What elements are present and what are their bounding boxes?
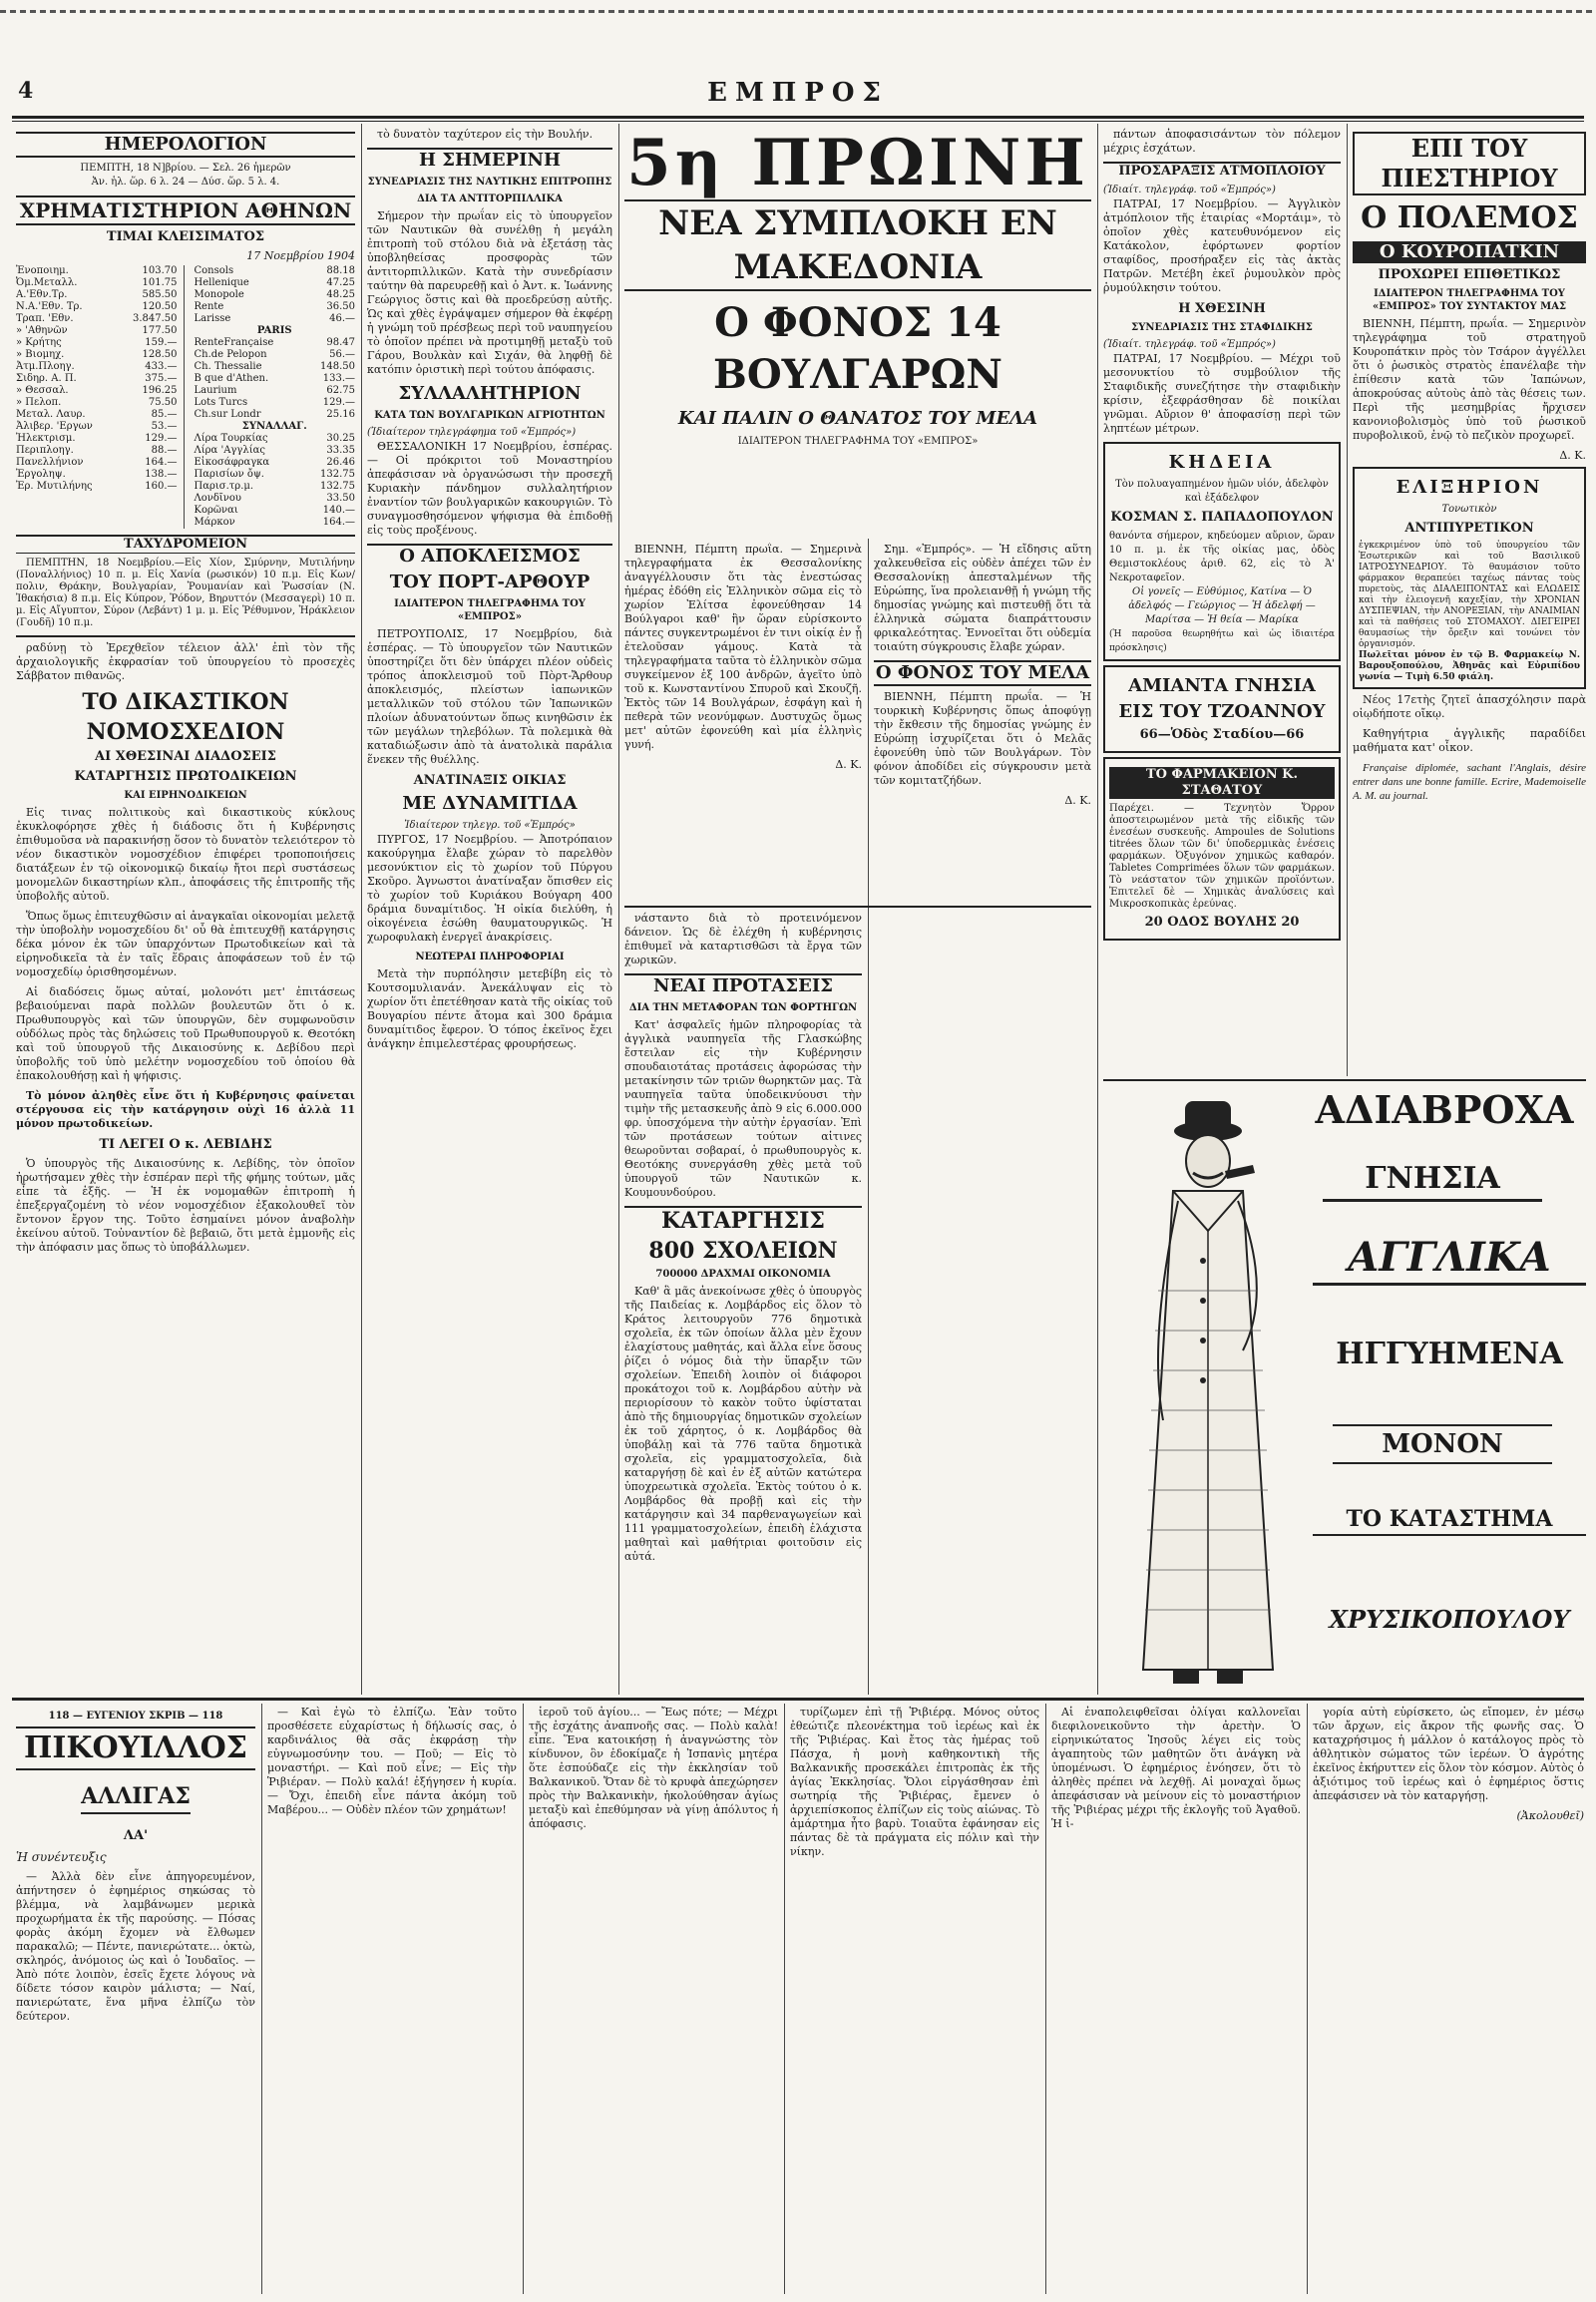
- column-divider: [1045, 1704, 1046, 2294]
- blockade-subheadline: ΤΟΥ ΠΟΡΤ-ΑΡΘΟΥΡ: [389, 572, 591, 592]
- raisin-credit: (Ἰδιαίτ. τηλεγράφ. τοῦ «Ἐμπρός»): [1103, 339, 1276, 350]
- foreign-price-row: [195, 277, 356, 289]
- foreign-price-row: [195, 433, 356, 445]
- exchange-title: ΧΡΗΜΑΤΙΣΤΗΡΙΟΝ ΑΘΗΝΩΝ: [16, 195, 355, 225]
- war-signature: Δ. Κ.: [1559, 449, 1586, 462]
- foreign-price-label: Λίρα 'Αγγλίας: [194, 445, 265, 456]
- mela-signature: Δ. Κ.: [1064, 794, 1091, 807]
- war-headline-1: ΕΠΙ ΤΟΥ ΠΙΕΣΤΗΡΙΟΥ: [1353, 132, 1586, 195]
- lead-headline-3: ΚΑΙ ΠΑΛΙΝ Ο ΘΑΝΑΤΟΣ ΤΟΥ ΜΕΛΑ: [677, 408, 1038, 429]
- raisin-text: ΠΑΤΡΑΙ, 17 Νοεμβρίου. — Μέχρι τοῦ μεσονυκτίου τὸ συμβούλιον τῆς Σταφιδικῆς συνεζήτησε τὴν σταφιδικὴν κρίσιν, ἐξεφράσθησαν δὲ ποικίλαι γνῶμαι. Αὔριον θ' ἀποφασίσῃ περὶ τῶν ληπτέων μέτρων.: [1103, 352, 1341, 435]
- page-number: 4: [18, 78, 34, 104]
- athens-price-value: 75.50: [148, 397, 178, 408]
- foreign-price-value: 47.25: [326, 277, 355, 288]
- athens-price-value: 120.50: [142, 301, 178, 312]
- athens-price-value: 196.25: [142, 385, 178, 396]
- classified-ad: Καθηγήτρια ἀγγλικῆς παραδίδει μαθήματα κατ' οἶκον.: [1353, 727, 1586, 754]
- athens-price-row: [16, 301, 178, 313]
- column-divider: [618, 124, 619, 1695]
- rally-headline: ΣΥΛΛΑΛΗΤΗΡΙΟΝ: [398, 383, 582, 404]
- column-divider: [261, 1704, 262, 2294]
- explosion-credit: Ἰδιαίτερον τηλεγρ. τοῦ «Ἐμπρός»: [404, 820, 576, 831]
- schools-headline-3: 700000 ΔΡΑΧΜΑΙ ΟΙΚΟΝΟΜΙΑ: [655, 1269, 831, 1280]
- foreign-price-row: [195, 493, 356, 505]
- recent-text: Μετὰ τὴν πυρπόλησιν μετεβίβη εἰς τὸ Κουτσομυλιανάν. Ἀνεκάλυψαν εἰς τὸ χωρίον ὅτι ἐπετέθησαν κατὰ τῆς οἰκίας τοῦ Βουγαρίου πέντε ἄτομα καὶ 300 δράμια δυναμίτιδος ἔφερον. Ὁ τόπος ἐκεῖνος ἔχει ἀνάγκην ἐπιμελεστέρας φρουρήσεως.: [367, 967, 612, 1050]
- blockade-text: ΠΕΤΡΟΥΠΟΛΙΣ, 17 Νοεμβρίου, διὰ ἑσπέρας. — Τὸ ὑπουργεῖον τῶν Ναυτικῶν ὑποστηρίζει ὅτι δὲν ὑπάρχει πλέον οὐδεὶς τρόπος ἀποκλεισμοῦ τοῦ Πὸρτ-Ἄρθουρ ἀποκλεισμός, πλείστων ἰαπωνικῶν μεταλλικῶν τοῦ στόλου τῶν Ἰαπωνικῶν πλοίων ἀδυνατούντων ὅπως κινηθῶσιν ἐκ τῶν μεγάλων τηλεβόλων. Τὰ πολεμικὰ θὰ καταδιώξωσιν ἀπὸ τὰ ἀνατολικὰ παράλια ἕνεκεν τῆς θυέλλης.: [367, 627, 612, 766]
- foreign-price-row: [195, 337, 356, 349]
- athens-price-label: Α.'Εθν.Τρ.: [16, 289, 68, 300]
- feuilleton-text: γορία αὐτὴ εὑρίσκετο, ὡς εἴπομεν, ἐν μέσῳ τῶν ἄρχων, εἰς ἄκρον τῆς φωνῆς σας. Ὁ καταχρήσιμος ἡ μάλλον ὁ κατάλογος πρὸς τὸ ἀθλητικὸν σώματος τῶν ἱερέων. Ὁ ἀγρότης ἐκεῖνος ἐκήρυττεν εἰς ὅλον τὸν κόσμον. Αὐτὸς ὁ ἀξιότιμος τοῦ ἱερέως καὶ ὁ ἐφημέριος ὅστις ἀπεφάσισεν νὰ τὸν καταργήσῃ.: [1313, 1706, 1584, 1802]
- schools-text: Καθ' ἃ μᾶς ἀνεκοίνωσε χθὲς ὁ ὑπουργὸς τῆς Παιδείας κ. Λομβάρδος εἰς ὅλον τὸ Κράτος λειτουργοῦν 776 δημοτικὰ σχολεῖα, ἐκ τῶν ὁποίων ἄλλα μὲν ἔχουν ἐλαχίστους μαθητάς, καὶ ἄλλα εἶνε ὅσους ῥίζει ὁ νόμος διὰ τὴν ὕπαρξιν τῶν σχολείων. Ἐπειδὴ λοιπὸν οἱ διάφοροι προκάτοχοι τοῦ κ. Λομβάρδου αὐτὴν νὰ περιορίσουν τὸ κακὸν τοῦτο ὑφίσταται ἀπὸ τῆς δημιουργίας δημοτικῶν σχολείων ἐκ τοῦ χάρητος, ὁ κ. Λομβάρδος θὰ ὑποβάλῃ καὶ τὰ 776 ταῦτα δημοτικὰ σχολεῖα, εἰς γραμματοσχολεῖα, διὰ καταργήσῃ δὲ καὶ ἐν ἐξ αὐτῶν κατώτερα ὑποχρεωτικὰ σχολεῖα. Ἐκτὸς τούτου ὁ κ. Λομβάρδος θὰ προβῇ καὶ εἰς τὴν κατάργησιν καὶ 34 παρθεναγωγείων καὶ 111 γραμματοσχολείων, ἐπειδὴ ἐλάχιστα μαθηταὶ καὶ μαθήτριαι φοιτοῦσιν εἰς αὐτά.: [624, 1285, 862, 1563]
- foreign-price-label: Rente: [194, 301, 224, 312]
- foreign-price-label: PARIS: [256, 325, 292, 336]
- foreign-price-value: 132.75: [320, 481, 355, 492]
- foreign-price-row: [195, 445, 356, 457]
- elixir-ad-name: ΑΝΤΙΠΥΡΕΤΙΚΟΝ: [1404, 521, 1534, 536]
- foreign-price-label: Παρισ.τρ.μ.: [194, 481, 254, 492]
- athens-price-label: Ἀτμ.Πλοηγ.: [16, 361, 75, 372]
- recent-headline: ΝΕΩΤΕΡΑΙ ΠΛΗΡΟΦΟΡΙΑΙ: [415, 952, 565, 962]
- funeral-family: Οἱ γονεῖς — Εὐθύμιος, Κατίνα — Ὁ ἀδελφός — Γεώργιος — Ἡ ἀδελφή — Μαρίτσα — Ἡ θεία — Μαρίκα: [1128, 586, 1316, 625]
- feuilleton-column-4: [790, 1706, 1039, 2292]
- foreign-price-value: 88.18: [326, 265, 355, 276]
- rally-credit: (Ἰδιαίτερον τηλεγράφημα τοῦ «Ἐμπρός»): [367, 427, 577, 438]
- foreign-price-row: [195, 505, 356, 517]
- war-text: ΒΙΕΝΝΗ, Πέμπτη, πρωΐα. — Σημερινὸν τηλεγράφημα τοῦ στρατηγοῦ Κουροπάτκιν πρὸς τὸν Τσάρον ἀγγέλλει ὅτι ὁ ῥωσικὸς στρατὸς ἐπανέλαβε τὴν ἐπίθεσιν κατὰ τῶν Ἰαπώνων, ἀποκρούσας αὐτοὺς ἀπὸ τὰς θέσεις των. Περὶ τῆς μεσημβρίας ἤρχισεν κανονιοβολισμὸς ὑπὸ τοῦ ῥωσικοῦ πυροβολικοῦ, ἐνῷ τὸ πεζικὸν προχωρεῖ.: [1353, 317, 1586, 442]
- athens-price-label: » 'Αθηνῶν: [16, 325, 68, 336]
- athens-price-label: » Πελοπ.: [16, 397, 62, 408]
- foreign-price-label: RenteFrançaise: [194, 337, 274, 348]
- top-edge-rule: [0, 10, 1596, 13]
- raincoat-ad: [1103, 1085, 1586, 1694]
- feuilleton-chapter: ΛΑ': [123, 1828, 149, 1843]
- athens-price-value: 128.50: [142, 349, 178, 360]
- elixir-ad-note: Πωλεῖται μόνον ἐν τῷ Β. Φαρμακείῳ Ν. Βαρουξοπούλου, Ἀθηνᾶς καὶ Εὐριπίδου γωνία — Τιμὴ 6.50 φιάλη.: [1359, 650, 1580, 682]
- bill-paragraph: Αἱ διαδόσεις ὅμως αὐταί, μολονότι μετ' ἐπιτάσεως βεβαιούμεναι παρὰ πολλῶν βουλευτῶν ὅτι ὁ κ. Πρωθυπουργὸς καὶ τῶν ὑπουργῶν, δὲν συμφωνοῦσιν οὐδόλως πρὸς τὰς δηλώσεις τοῦ Πρωθυπουργοῦ κ. Θεοτόκη καὶ τοῦ ὑπουργοῦ τῆς Δικαιοσύνης κ. Δεβίδου περὶ ὑποβολῆς τοῦ ὑπὸ μελέτην νομοσχεδίου τοῦ ὁποίου θὰ ἐπακολουθήσῃ καὶ ἡ ψήφισις.: [16, 985, 355, 1082]
- raincoat-ad-title: ΑΔΙΑΒΡΟΧΑ: [1315, 1087, 1574, 1132]
- ad-block-rule: [1103, 1079, 1586, 1081]
- funeral-headline: ΚΗΔΕΙΑ: [1168, 452, 1276, 473]
- foreign-price-row: [195, 517, 356, 529]
- bill-paragraph: Εἰς τινας πολιτικοὺς καὶ δικαστικοὺς κύκλους ἐκυκλοφόρησε χθὲς ἡ διάδοσις ὅτι ἡ Κυβέρνησις ἐπιθυμοῦσα νὰ παρακινήσῃ ὅσον τὸ δυνατὸν τελειότερον τὸ νέον δικαστικὸν νομοσχέδιον ἐπιφέρει τροποποιήσεις διατάξεων ἐν τῷ οἰκονομικῷ δικαίῳ ἤτοι περὶ συστάσεως μονομελῶν δικαστηρίων κλπ., ἀποφάσεις τῆς ἐπιτροπῆς τῆς ὑποβολῆς αὐτοῦ.: [16, 806, 355, 903]
- funeral-note: (Ἡ παροῦσα θεωρηθήτω καὶ ὡς ἰδιαιτέρα πρόσκλησις): [1109, 629, 1335, 653]
- column-divider: [523, 1704, 524, 2294]
- masthead-rule-thin: [12, 121, 1584, 122]
- feuilleton-subtitle-text: ΑΛΛΙΓΑΣ: [81, 1780, 191, 1814]
- athens-price-row: [16, 421, 178, 433]
- rally-text: ΘΕΣΣΑΛΟΝΙΚΗ 17 Νοεμβρίου, ἑσπέρας. — Οἱ πρόκριτοι τοῦ Μοναστηρίου ἀπεφάσισαν νὰ ὀργανώσωσι τὴν προσεχῆ Κυριακὴν πάνδημον συλλαλητήριον ἐναντίον τῶν βουλγαρικῶν κακουργιῶν. Τὸ συναγμοσθησόμενον ψήφισμα θὰ ἐπιδοθῇ εἰς τοὺς προξένους.: [367, 440, 612, 537]
- asbestos-ad-line-2: ΕΙΣ ΤΟΥ ΤΖΟΑΝΝΟΥ: [1118, 701, 1326, 722]
- athens-price-value: 160.—: [145, 481, 178, 492]
- price-list-athens: [16, 265, 185, 529]
- post-text: ΠΕΜΠΤΗΝ, 18 Νοεμβρίου.—Εἰς Χίον, Σμύρνην, Μυτιλήνην (Ποναλλήνιος) 10 π. μ. Εἰς Χανία (ρωσικόν) 10 π.μ. Εἰς Κων/πολιν, Θράκην, Βουλγαρίαν, Ῥουμανίαν καὶ Ῥωσσίαν (Ν. Ἰθακήσια) 8 π.μ. Εἰς Κύπρον, Ῥόδον, Βηρυττόν (Μεσσαγερὶ) 10 π. μ. Εἰς Αἴγυπτον, Σύρον (Λεβάντ) 1 μ. μ. Εἰς Ῥέθυμνον, Ἡράκλειον (Γουδῆ) 10 π.μ.: [16, 558, 355, 628]
- lead-headline-2: Ο ΦΟΝΟΣ 14 ΒΟΥΛΓΑΡΩΝ: [713, 299, 1002, 398]
- foreign-price-value: 56.—: [329, 349, 355, 360]
- column-4: [1103, 128, 1341, 1075]
- foreign-price-label: Laurium: [194, 385, 237, 396]
- elixir-ad-headline: ΕΛΙΞΗΡΙΟΝ: [1396, 477, 1543, 498]
- athens-price-row: [16, 277, 178, 289]
- foreign-price-label: Παρισίων ὄψ.: [194, 469, 264, 480]
- feuilleton-section: Ἡ συνέντευξις: [16, 1850, 107, 1864]
- bill-paragraph: Ὅπως ὅμως ἐπιτευχθῶσιν αἱ ἀναγκαῖαι οἰκονομίαι μελετᾷ τὴν ὑποβολὴν νομοσχεδίου δι' οὗ θὰ ἐπιτευχθῇ κατάργησις δέκα μόνον ἐκ τῶν ὑπαρχόντων Πρωτοδικείων καὶ τὰ εἰρηνοδικεῖα τὰ ἐν ταῖς ἕδραις ἀποφάσεων τοῦ ἐν τῷ νομοσχεδίῳ ὀρισθησομένων.: [16, 910, 355, 978]
- feuilleton-text: — Καὶ ἐγὼ τὸ ἐλπίζω. Ἐὰν τοῦτο προσθέσετε εὐχαρίστως ἡ δήλωσίς σας, ὁ καρδινάλιος θὰ σᾶς ἐκφράσῃ τὴν εὐγνωμοσύνην του. — Ποῦ; — Εἰς τὸ μοναστήρι. — Καὶ ποῦ εἶνε; — Εἰς τὴν Ῥιβιέραν. — Πολὺ καλά! ἐξήγησεν ἡ κυρία. — Ὄχι, ἐπειδὴ εἶνε πάντα ἀκόμη τοῦ Μαβέρου... — Οὐδὲν πλέον τῶν χρημάτων!: [267, 1706, 517, 1816]
- feuilleton-continued: (Ἀκολουθεῖ): [1516, 1809, 1584, 1822]
- athens-price-label: Σιδηρ. Α. Π.: [16, 373, 77, 384]
- athens-price-row: [16, 373, 178, 385]
- raincoat-ad-line-4: ΜΟΝΟΝ: [1333, 1424, 1552, 1464]
- foreign-price-label: Κορῶναι: [194, 505, 238, 516]
- foreign-price-label: Larisse: [194, 313, 231, 324]
- explosion-text: ΠΥΡΓΟΣ, 17 Νοεμβρίου. — Ἀποτρόπαιον κακούργημα ἔλαβε χώραν τὸ παρελθὸν μεσονύκτιον εἰς τὸ χωρίον τοῦ Πύργου Σκοῦρο. Ἀγνωστοι ἀνατίναξαν ὅπισθεν εἰς τὸ χωρίον τοῦ Κυριάκου Βούγαρη 400 δράμια δυναμίτιδος. Ἡ οἰκία διελύθη, ἡ οἰκογένεια ἐσώθη θαυματουργικῶς. Ἡ χωροφυλακὴ ἐνεργεῖ ἀνακρίσεις.: [367, 833, 612, 944]
- column-divider: [868, 539, 869, 1695]
- rally-subheadline: ΚΑΤΑ ΤΩΝ ΒΟΥΛΓΑΡΙΚΩΝ ΑΓΡΙΟΤΗΤΩΝ: [374, 410, 605, 421]
- bill-headline-1: ΤΟ ΔΙΚΑΣΤΙΚΟΝ: [82, 689, 289, 715]
- bill-paragraph: Τὸ μόνον ἀληθὲς εἶνε ὅτι ἡ Κυβέρνησις φαίνεται στέργουσα εἰς τὴν κατάργησιν οὐχὶ 16 ἀλλὰ 11 μόνον πρωτοδικείων.: [16, 1089, 355, 1130]
- bill-headline-4: ΚΑΤΑΡΓΗΣΙΣ ΠΡΩΤΟΔΙΚΕΙΩΝ: [74, 769, 297, 784]
- foreign-price-value: 48.25: [326, 289, 355, 300]
- foreign-price-label: Λονδῖνου: [194, 493, 241, 504]
- foreign-price-row: [195, 481, 356, 493]
- feuilleton-title: ΠΙΚΟΥΙΛΛΟΣ: [16, 1726, 255, 1770]
- foreign-price-value: 140.—: [322, 505, 355, 516]
- foreign-price-value: 129.—: [322, 397, 355, 408]
- ship-headline: ΠΡΟΣΑΡΑΞΙΣ ΑΤΜΟΠΛΟΙΟΥ: [1103, 162, 1341, 180]
- raincoat-ad-line-5: ΤΟ ΚΑΤΑΣΤΗΜΑ: [1313, 1504, 1586, 1536]
- athens-price-row: [16, 349, 178, 361]
- calendar-line: ΠΕΜΠΤΗ, 18 Ν]βρίου. — Σελ. 26 ἡμερῶν: [80, 163, 291, 174]
- column-divider: [784, 1704, 785, 2294]
- athens-price-row: [16, 481, 178, 493]
- price-table: [16, 265, 355, 529]
- classified-ad: Νέος 17ετὴς ζητεῖ ἀπασχόλησιν παρὰ οἱῳδήποτε οἴκῳ.: [1353, 693, 1586, 720]
- athens-price-label: Μεταλ. Λαυρ.: [16, 409, 86, 420]
- exchange-date: 17 Νοεμβρίου 1904: [246, 249, 355, 262]
- athens-price-row: [16, 313, 178, 325]
- athens-price-label: » Βιομηχ.: [16, 349, 65, 360]
- asbestos-ad-line-1: ΑΜΙΑΝΤΑ ΓΝΗΣΙΑ: [1128, 675, 1316, 696]
- athens-price-row: [16, 385, 178, 397]
- foreign-price-row: [195, 325, 356, 337]
- funeral-name: ΚΟΣΜΑΝ Σ. ΠΑΠΑΔΟΠΟΥΛΟΝ: [1110, 510, 1334, 525]
- foreign-price-row: [195, 397, 356, 409]
- foreign-price-row: [195, 289, 356, 301]
- foreign-price-value: 26.46: [326, 457, 355, 468]
- pharmacy-ad: [1103, 757, 1341, 941]
- athens-price-label: Ἀλιβερ. 'Εργων: [16, 421, 93, 432]
- athens-price-label: Πανελλήνιον: [16, 457, 84, 468]
- athens-price-value: 433.—: [145, 361, 178, 372]
- athens-price-value: 88.—: [151, 445, 178, 456]
- ship-text: ΠΑΤΡΑΙ, 17 Νοεμβρίου. — Ἀγγλικὸν ἀτμόπλοιον τῆς ἑταιρίας «Μορτάιμ», τὸ ὁποῖον χθὲς κατευθυνόμενον εἰς Κατάκολον, ἐφόρτωνεν φορτίον σταφίδος, προσήραξεν εἰς τὰς ἀκτὰς Πατρῶν. Μετέβη ἐκεῖ ῥυμουλκὸν πρὸς ῥυμούλκησιν τούτου.: [1103, 197, 1341, 294]
- athens-price-label: Ἠλεκτρισμ.: [16, 433, 76, 444]
- feuilleton-column-3: [529, 1706, 778, 2292]
- schools-headline-1: ΚΑΤΑΡΓΗΣΙΣ: [624, 1206, 862, 1234]
- center-right-text: [874, 543, 1091, 902]
- athens-price-row: [16, 361, 178, 373]
- foreign-price-row: [195, 457, 356, 469]
- foreign-price-label: Μάρκον: [194, 517, 235, 528]
- post-title: ΤΑΧΥΔΡΟΜΕΙΟΝ: [16, 535, 355, 554]
- today-headline: Η ΣΗΜΕΡΙΝΗ: [367, 148, 612, 172]
- foreign-price-label: Consols: [194, 265, 234, 276]
- foreign-price-row: [195, 349, 356, 361]
- fragment-text: νάσταντο διὰ τὸ προτεινόμενον δάνειον. Ὡς δὲ ἐλέχθη ἡ κυβέρνησις ἐπιθυμεῖ νὰ καταρτισθῶσι τὰ ἔργα τῶν χωρικῶν.: [624, 912, 862, 966]
- athens-price-row: [16, 265, 178, 277]
- athens-price-value: 177.50: [142, 325, 178, 336]
- foreign-price-value: 25.16: [326, 409, 355, 420]
- war-headline-3: Ο ΚΟΥΡΟΠΑΤΚΙΝ: [1353, 241, 1586, 263]
- feuilleton-column-6: [1313, 1706, 1584, 2292]
- big-headline: 5η ΠΡΩΙΝΗ: [626, 128, 1089, 200]
- ship-credit: (Ἰδιαίτ. τηλεγράφ. τοῦ «Ἐμπρός»): [1103, 185, 1276, 195]
- lead-signature: Δ. Κ.: [835, 758, 862, 771]
- feuilleton-rule: [12, 1698, 1584, 1701]
- funeral-notice: [1103, 442, 1341, 661]
- lebidis-headline: ΤΙ ΛΕΓΕΙ Ο κ. ΛΕΒΙΔΗΣ: [99, 1137, 272, 1152]
- foreign-price-row: [195, 361, 356, 373]
- raisin-headline: Η ΧΘΕΣΙΝΗ: [1178, 301, 1266, 316]
- column-divider: [1347, 124, 1348, 1076]
- fragment-text: ραδύνῃ τὸ Ἐρεχθεῖον τέλειον ἀλλ' ἐπὶ τὸν τῆς ἀρχαιολογικῆς ἐκφρασίαν τοῦ ὑπουργείου τὸ προσεχὲς Σάββατον πιθανῶς.: [16, 635, 355, 683]
- feuilleton-text: ἱεροῦ τοῦ ἀγίου... — Ἔως πότε; — Μέχρι τῆς ἐσχάτης ἀναπνοῆς σας. — Πολὺ καλὰ! εἶπε. Ἕνα κατοικήσῃ ἡ ἀναγνώστης τὸν κίνδυνον, ὃν ἐδοκίμαζε ἡ Ἱσπανὶς μητέρα ὅτε ἐσπούδαζε εἰς τὴν ἐκκλησίαν τοῦ Βαλκανικοῦ. Ὅταν δὲ τὸ κρυφὰ ἀπεχώρησεν πρὸς τὴν Βαλκανικὴν, ἠκολούθησαν ἁγίως μεταξὺ καὶ ἐπεθύμησαν νὰ γίνῃ ἀπόλυτος ἡ ἀπόφασις.: [529, 1706, 778, 1830]
- athens-price-value: 129.—: [145, 433, 178, 444]
- athens-price-label: » Θεσσαλ.: [16, 385, 69, 396]
- foreign-price-row: [195, 385, 356, 397]
- today-text: Σήμερον τὴν πρωΐαν εἰς τὸ ὑπουργεῖον τῶν Ναυτικῶν θὰ συνέλθῃ ἡ μεγάλη ἐπιτροπὴ τοῦ στόλου διὰ νὰ ἐξετάσῃ τὰς ὑποβληθείσας προσφορὰς τῶν ἀντιτορπιλλικῶν. Κατὰ τὴν συνεδρίασιν ταύτην θὰ παρευρεθῇ καὶ ὁ Ἀντ. κ. Ἰωάννης Γεώργιος ὅστις καὶ θὰ προεδρεύσῃ αὐτῆς. Ὡς καὶ χθὲς ἐγράψαμεν σήμερον θὰ ἐκφέρῃ ἡ γνώμη τοῦ πρέσβεως περὶ τοῦ ναυπηγείου τὸ ὁποῖον πρέπει νὰ προτιμηθῇ μεταξὺ τοῦ Γάρου, Βουλκὰν καὶ Σιχάν, θὰ ληφθῇ δὲ κατόπιν ὁριστικὴ περὶ τούτου ἀπόφασις.: [367, 209, 612, 376]
- athens-price-label: Περιπλοηγ.: [16, 445, 74, 456]
- feuilleton-text: — Ἀλλὰ δὲν εἶνε ἀπηγορευμένον, ἀπήντησεν ὁ ἐφημέριος σηκώσας τὸ βλέμμα, νὰ λαμβάνωμεν μερικὰ προχωρήματα ἐκ τῆς παρούσης. — Πόσας φορὰς ἀκόμη ἔχομεν νὰ ἔλθωμεν παρακαλῶ; — Πέντε, πανιερώτατε... ὀκτὼ, σκληρός, ἀνόμοιος ὡς καὶ ὁ Ἰουδαῖος. — Ἀπὸ πότε λοιπὸν, ἐσεῖς ἔχετε λόγους νὰ δίδετε τόσον καιρὸν μάλιστα; — Ναί, πανιερώτατε, ἕνα μῆνα ἐλπίζω τὸν δεύτερον.: [16, 1870, 255, 2023]
- foreign-price-value: 46.—: [329, 313, 355, 324]
- foreign-price-label: Εἰκοσάφραγκα: [194, 457, 270, 468]
- war-headline-2: Ο ΠΟΛΕΜΟΣ: [1361, 200, 1578, 235]
- proposals-headline: ΝΕΑΙ ΠΡΟΤΑΣΕΙΣ: [624, 973, 862, 997]
- bill-headline-2: ΝΟΜΟΣΧΕΔΙΟΝ: [86, 719, 285, 745]
- lead-headline-1: ΝΕΑ ΣΥΜΠΛΟΚΗ ΕΝ ΜΑΚΕΔΟΝΙΑ: [624, 199, 1091, 291]
- foreign-price-label: Ch.sur Londr: [194, 409, 261, 420]
- raincoat-ad-line-3: ΗΓΓΥΗΜΕΝΑ: [1336, 1337, 1563, 1371]
- center-left-text: [624, 543, 862, 902]
- lebidis-text: Ὁ ὑπουργὸς τῆς Δικαιοσύνης κ. Λεβίδης, τὸν ὁποῖον ἠρωτήσαμεν χθὲς τὴν ἑσπέραν περὶ τῆς φήμης τούτων, μᾶς εἶπε τὰ ἑξῆς. — Ἡ ἐκ νομομαθῶν ἐπιτροπὴ ἡ ἐπεξεργαζομένη τὸ νέον νομοσχέδιον ἐξακολουθεῖ τὸν ἔντονον ἔργον της. Τοῦτο ἐσημαίνει μόνον ἀναβολὴν ἐκείνου αὐτοῦ. Τοὐναντίον δὲ βεβαιῶ, ὅτι μετὰ ἐμμονῆς εἰς τὴν ἀπόφασιν μας ὅπως τὸ ὑποβάλλωμεν.: [16, 1157, 355, 1254]
- athens-price-row: [16, 397, 178, 409]
- foreign-price-value: 148.50: [320, 361, 355, 372]
- feuilleton-column-1: [16, 1706, 255, 2292]
- athens-price-value: 103.70: [142, 265, 178, 276]
- column-divider: [1097, 124, 1098, 1695]
- foreign-price-row: [195, 301, 356, 313]
- athens-price-row: [16, 433, 178, 445]
- pharmacy-ad-address: 20 ΟΔΟΣ ΒΟΥΛΗΣ 20: [1144, 915, 1300, 930]
- athens-price-value: 159.—: [145, 337, 178, 348]
- foreign-price-value: 30.25: [326, 433, 355, 444]
- bill-headline-5: ΚΑΙ ΕΙΡΗΝΟΔΙΚΕΙΩΝ: [124, 790, 247, 801]
- asbestos-ad-line-3: 66—Ὁδὸς Σταδίου—66: [1139, 727, 1305, 742]
- athens-price-row: [16, 469, 178, 481]
- elixir-ad-sub: Τονωτικὸν: [1441, 504, 1497, 515]
- athens-price-row: [16, 457, 178, 469]
- foreign-price-value: 98.47: [326, 337, 355, 348]
- classified-ad: Française diplomée, sachant l'Anglais, désire entrer dans une bonne famille. Ecrire, Mademoiselle A. M. au journal.: [1353, 762, 1586, 802]
- explosion-headline: ΑΝΑΤΙΝΑΞΙΣ ΟΙΚΙΑΣ: [413, 773, 567, 788]
- column-divider: [1307, 1704, 1308, 2294]
- explosion-headline-2: ΜΕ ΔΥΝΑΜΙΤΙΔΑ: [402, 793, 578, 814]
- funeral-intro: Τὸν πολυαγαπημένον ἡμῶν υἱόν, ἀδελφὸν καὶ ἐξάδελφον: [1115, 479, 1329, 504]
- foreign-price-label: B que d'Athen.: [194, 373, 269, 384]
- feuilleton-column-5: [1051, 1706, 1301, 2292]
- prices-title: ΤΙΜΑΙ ΚΛΕΙΣΙΜΑΤΟΣ: [106, 229, 265, 244]
- fragment-text: τὸ δυνατὸν ταχύτερον εἰς τὴν Βουλήν.: [377, 128, 594, 141]
- blockade-credit: ΙΔΙΑΙΤΕΡΟΝ ΤΗΛΕΓΡΑΦΗΜΑ ΤΟΥ «ΕΜΠΡΟΣ»: [394, 598, 586, 622]
- foreign-price-value: 33.35: [326, 445, 355, 456]
- raisin-subheadline: ΣΥΝΕΔΡΙΑΣΙΣ ΤΗΣ ΣΤΑΦΙΔΙΚΗΣ: [1131, 322, 1313, 333]
- foreign-price-label: Lots Turcs: [194, 397, 248, 408]
- feuilleton-serial: 118 — ΕΥΓΕΝΙΟΥ ΣΚΡΙΒ — 118: [48, 1711, 223, 1722]
- man-in-raincoat-illustration: [1103, 1091, 1313, 1690]
- foreign-price-row: [195, 373, 356, 385]
- lead-text: ΒΙΕΝΝΗ, Πέμπτη πρωΐα. — Σημερινὰ τηλεγραφήματα ἐκ Θεσσαλονίκης ἀναγγέλλουσιν ὅτι τὰς ἐνεστώσας ἡμέρας ἐδόθη εἰς Ἑλληνικὸν σῶμα εἰς τὸ χωρίον Ἐλίτσα ἐφονεύθησαν 14 Βούλγαροι καθ' ἣν ὥραν εὑρίσκοντο πάντες συγκεντρωμένοι ἐν τινι οἰκίᾳ ἐν ᾗ ἐτελοῦσαν γάμους. Κατὰ τὰ τηλεγραφήματα ταῦτα τὸ ἑλληνικὸν σῶμα συγκείμενον ἐξ 100 ἀνδρῶν, ἀγεῖτο ὑπὸ τοῦ κ. Κωνσταντίνου Σπυροῦ καὶ Σκουζῆ. Ἐκτὸς τῶν 14 Βουλγάρων, ἐσφάγη καὶ ἡ πεθερὰ τῶν νεονύμφων. Δυστυχῶς ὅμως μετ' αὐτῶν ἐφονεύθη καὶ μία ἑλληνὶς γυνή.: [624, 543, 862, 751]
- masthead-title: ΕΜΠΡΟΣ: [707, 78, 889, 108]
- athens-price-row: [16, 289, 178, 301]
- calendar-title: ΗΜΕΡΟΛΟΓΙΟΝ: [16, 132, 355, 158]
- foreign-price-value: 164.—: [322, 517, 355, 528]
- foreign-price-row: [195, 469, 356, 481]
- feuilleton-subtitle: [16, 1780, 255, 1814]
- athens-price-value: 164.—: [145, 457, 178, 468]
- athens-price-label: » Κρήτης: [16, 337, 62, 348]
- feuilleton-text: Αἱ ἐναπολειφθεῖσαι ὀλίγαι καλλονεῖαι διεφιλονεικοῦντο τὴν ἀρετὴν. Ὁ εἰρηνικώτατος Ἰησοῦς λέγει εἰς τοὺς ἀγαπητοὺς τῶν μαθητῶν ὅτι ἀνάγκη νὰ ὑπομένωσι. Ὁ ἐφημέριος ἐνόησεν, ὅτι τὸ ἀληθὲς πρέπει νὰ λεχθῇ. Αἱ μοναχαὶ ὅμως ἀπεφάσισαν νὰ μείνουν εἰς τὸ μοναστήριον τῆς Ῥιβιέρας μέχρι τῆς ἐκλογῆς τοῦ Ἀγαθοῦ. Ἡ ἱ-: [1051, 1706, 1301, 1830]
- athens-price-label: Ὀμ.Μεταλλ.: [16, 277, 78, 288]
- foreign-price-row: [195, 421, 356, 433]
- raincoat-ad-line-6: ΧΡΥΣΙΚΟΠΟΥΛΟΥ: [1329, 1605, 1570, 1634]
- athens-price-value: 375.—: [145, 373, 178, 384]
- calendar-line-2: Ἀν. ἡλ. ὥρ. 6 λ. 24 — Δύσ. ὥρ. 5 λ. 4.: [91, 177, 280, 188]
- athens-price-row: [16, 445, 178, 457]
- price-list-foreign: [195, 265, 356, 529]
- blockade-headline: Ο ΑΠΟΚΛΕΙΣΜΟΣ: [367, 544, 612, 568]
- foreign-price-value: 36.50: [326, 301, 355, 312]
- proposals-text: Κατ' ἀσφαλεῖς ἡμῶν πληροφορίας τὰ ἀγγλικὰ ναυπηγεῖα τῆς Γλασκώβης ἔστειλαν εἰς τὴν Κυβέρνησιν σπουδαιοτάτας προτάσεις ἀφορώσας τὴν μετακίνησιν τῶν τριῶν θωρηκτῶν μας. Τὰ ναυπηγεῖα ταῦτα ὑποδεικνύουσι τὴν τιμὴν τῆς μετασκευῆς ἀπὸ 9 εἰς 6.000.000 φρ. ὑποσχόμενα τὴν αὐτὴν ἐργασίαν. Ἐπὶ τῶν προτάσεων τούτων αἱτινες θεωροῦνται σοβαραί, ὁ πρωθυπουργὸς κ. Θεοτόκης συνεργάσθη χθὲς μετὰ τοῦ ὑπουργοῦ τῶν Ναυτικῶν κ. Κουμουνδούρου.: [624, 1018, 862, 1199]
- center-section-rule: [624, 906, 1091, 908]
- foreign-price-value: 132.75: [320, 469, 355, 480]
- athens-price-label: Ἐνοποιημ.: [16, 265, 69, 276]
- proposals-subheadline: ΔΙΑ ΤΗΝ ΜΕΤΑΦΟΡΑΝ ΤΩΝ ΦΟΡΤΗΓΩΝ: [628, 1002, 858, 1013]
- schools-headline-2: 800 ΣΧΟΛΕΙΩΝ: [648, 1238, 838, 1264]
- foreign-price-label: ΣΥΝΑΛΛΑΓ.: [241, 421, 307, 432]
- athens-price-value: 53.—: [151, 421, 178, 432]
- athens-price-value: 585.50: [142, 289, 178, 300]
- athens-price-row: [16, 337, 178, 349]
- foreign-price-label: Ch. Thessalie: [194, 361, 262, 372]
- lead-credit: ΙΔΙΑΙΤΕΡΟΝ ΤΗΛΕΓΡΑΦΗΜΑ ΤΟΥ «ΕΜΠΡΟΣ»: [737, 436, 979, 447]
- raincoat-ad-line-1: ΓΝΗΣΙΑ: [1323, 1159, 1542, 1202]
- athens-price-value: 101.75: [142, 277, 178, 288]
- funeral-text: θανόντα σήμερον, κηδεύομεν αὔριον, ὥραν 10 π. μ. ἐκ τῆς οἰκίας μας, ὁδὸς Θεμιστοκλέους ἀριθ. 62, εἰς τὸ Ἀ' Νεκροταφεῖον.: [1109, 531, 1335, 583]
- foreign-price-row: [195, 313, 356, 325]
- bill-headline-3: ΑΙ ΧΘΕΣΙΝΑΙ ΔΙΑΔΟΣΕΙΣ: [95, 749, 276, 764]
- pharmacy-ad-text: Παρέχει. — Τεχνητὸν Ὄρρον ἀποστειρωμένον μετὰ τῆς εἰδικῆς τῶν ἐνεσέων συσκευῆς. Ampoules de Solutions titrées ὅλων τῶν δι' ὑποδερμικὰς ἐνέσεις φαρμάκων. Ὀξυγόνον χημικῶς καθαρόν. Tabletes Comprimées ὅλων τῶν φαρμάκων. Τὸ νεάστατον τῶν χημικῶν προϊόντων. Ἐπιτελεῖ δὲ — Χημικὰς ἀναλύσεις καὶ Μικροσκοπικὰς ἐρεύνας.: [1109, 803, 1335, 910]
- center-lower-left: [624, 912, 862, 1690]
- athens-price-label: Ἐρ. Μυτιλήνης: [16, 481, 93, 492]
- lead-note: Σημ. «Ἐμπρός». — Ἡ εἴδησις αὕτη χαλκευθεῖσα εἰς οὐδὲν ἀπέχει τῶν ἐν Θεσσαλονίκῃ ἀπεσταλμένων τῆς Εὐρώπης, ἵνα προλειανθῇ ἡ γνώμη τῆς δημοσίας γνώμης καὶ πιστευθῇ ὅτι τὰ ἑλληνικὰ σώματα διαπράττουσιν φρικαλεότητας. Ἐννοεῖται ὅτι οὐδεμία τοιαύτη σύγκρουσις ἔλαβε χώραν.: [874, 543, 1091, 653]
- column-5: [1353, 128, 1586, 1075]
- feuilleton-text: τυρίζωμεν ἐπὶ τῇ Ῥιβιέρᾳ. Μόνος οὗτος ἐθεώτιζε πλεονέκτημα τοῦ ἱερέως καὶ ἐκ τῆς Ῥιβιέρας. Καὶ ἔτος τὰς ἡμέρας τοῦ Πάσχα, ἡ μονὴ καθηκοντικὴ τῆς Βαλκανικῆς προσεκάλει ἐπιτροπὰς ἐκ τῆς ἁγίας Ἐκκλησίας. Ὅλοι εἰργάσθησαν ἐπὶ σωτηρίᾳ τῆς Ῥιβιέρας, ἔμενεν ὁ ἀρχιεπίσκοπος ἐλπίζων εἰς τοὺς αἰώνας. Τὸ ἀμάρτημα ἦτο βαρὺ. Τοιαῦτα ἐφάνησαν εἰς πάντας δὲ τὰ πράγματα εἰς πόλιν καὶ τὴν νίκην.: [790, 1706, 1039, 1858]
- foreign-price-label: Λίρα Τουρκίας: [194, 433, 268, 444]
- foreign-price-value: 62.75: [326, 385, 355, 396]
- foreign-price-value: 33.50: [326, 493, 355, 504]
- elixir-ad-text: ἐγκεκριμένον ὑπὸ τοῦ ὑπουργείου τῶν Ἐσωτερικῶν καὶ τοῦ Βασιλικοῦ ΙΑΤΡΟΣΥΝΕΔΡΙΟΥ. Τὸ θαυμάσιον τοῦτο φάρμακον θεραπεύει ταχέως πάντας τοὺς πυρετοὺς, τὰς ΔΙΑΛΕΙΠΟΝΤΑΣ καὶ ΕΛΩΔΕΙΣ καὶ τὴν ἐλειογενῆ καχεξίαν, τὴν ΧΡΟΝΙΑΝ ΔΥΣΠΕΨΙΑΝ, τὴν ΑΝΟΡΕΞΙΑΝ, τὴν ΑΝΑΙΜΙΑΝ καὶ τὰ παθήσεις τοῦ ΣΤΟΜΑΧΟΥ. ΔΙΕΓΕΙΡΕΙ θαυμασίως τὴν ὄρεξιν καὶ τονώνει τὸν ὀργανισμόν.: [1359, 541, 1580, 649]
- elixir-ad: [1353, 467, 1586, 689]
- column-2: [367, 128, 612, 1694]
- column-1: [16, 128, 355, 1694]
- pharmacy-ad-headline: ΤΟ ΦΑΡΜΑΚΕΙΟΝ Κ. ΣΤΑΘΑΤΟΥ: [1109, 767, 1335, 799]
- war-headline-4: ΠΡΟΧΩΡΕΙ ΕΠΙΘΕΤΙΚΩΣ: [1378, 267, 1561, 282]
- raincoat-ad-line-2: ΑΓΓΛΙΚΑ: [1313, 1233, 1586, 1286]
- foreign-price-label: Monopole: [194, 289, 244, 300]
- foreign-price-row: [195, 409, 356, 421]
- foreign-price-label: Ch.de Pelopon: [194, 349, 267, 360]
- athens-price-label: Ν.Α.'Εθν. Τρ.: [16, 301, 83, 312]
- feuilleton-column-2: [267, 1706, 517, 2292]
- mela-headline: Ο ΦΟΝΟΣ ΤΟΥ ΜΕΛΑ: [874, 660, 1091, 686]
- athens-price-label: Ἐργοληψ.: [16, 469, 66, 480]
- athens-price-row: [16, 325, 178, 337]
- column-divider: [361, 124, 362, 1695]
- mela-text: ΒΙΕΝΝΗ, Πέμπτη πρωΐα. — Ἡ τουρκικὴ Κυβέρνησις ὅπως ἀποφύγῃ τὴν ἔκθεσιν τῆς δημοσίας γνώμης ἐν Εὐρώπῃ ἰσχυρίζεται ὅτι ὁ Μελᾶς ἐφονεύθη ὑπὸ τῶν Βουλγάρων. Τὸν φόνον ἀποδίδει εἰς σύγκρουσιν μετὰ τῶν κομιτατζήδων.: [874, 690, 1091, 787]
- war-credit: ΙΔΙΑΙΤΕΡΟΝ ΤΗΛΕΓΡΑΦΗΜΑ ΤΟΥ «ΕΜΠΡΟΣ» ΤΟΥ ΣΥΝΤΑΚΤΟΥ ΜΑΣ: [1372, 288, 1567, 312]
- fragment-text: πάντων ἀποφασισάντων τὸν πόλεμον μέχρις ἐσχάτων.: [1103, 128, 1341, 155]
- athens-price-label: Τραπ. 'Εθν.: [16, 313, 74, 324]
- masthead-rule: [12, 116, 1584, 119]
- foreign-price-label: Hellenique: [194, 277, 249, 288]
- today-subheadline: ΣΥΝΕΔΡΙΑΣΙΣ ΤΗΣ ΝΑΥΤΙΚΗΣ ΕΠΙΤΡΟΠΗΣ: [367, 177, 612, 188]
- athens-price-row: [16, 409, 178, 421]
- foreign-price-value: 133.—: [322, 373, 355, 384]
- athens-price-value: 138.—: [145, 469, 178, 480]
- athens-price-value: 85.—: [151, 409, 178, 420]
- asbestos-ad: [1103, 665, 1341, 753]
- center-lead: [624, 128, 1091, 537]
- today-subheadline: ΔΙΑ ΤΑ ΑΝΤΙΤΟΡΠΙΛΛΙΚΑ: [417, 193, 563, 204]
- foreign-price-row: [195, 265, 356, 277]
- athens-price-value: 3.847.50: [132, 313, 178, 324]
